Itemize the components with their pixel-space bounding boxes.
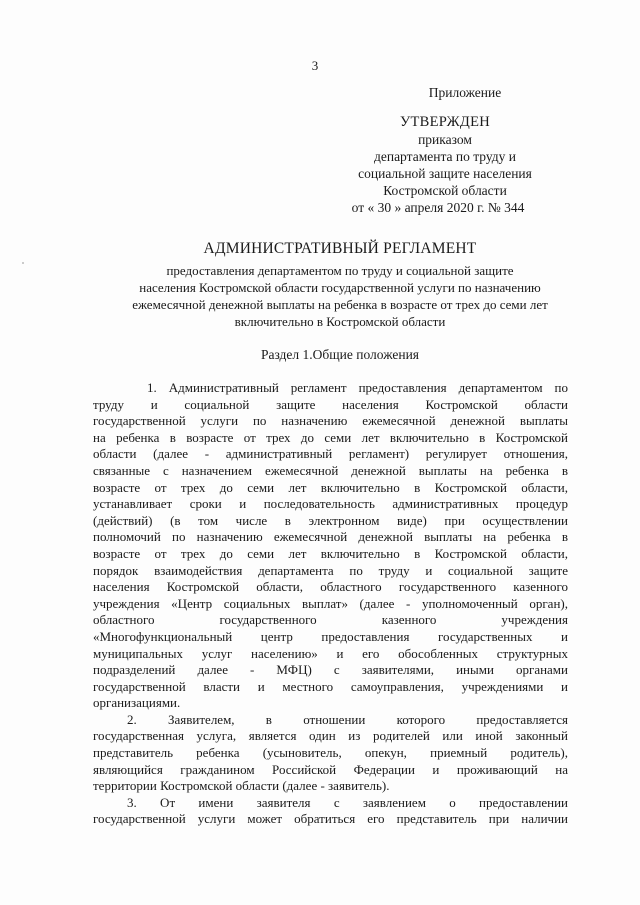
document-subtitle-line: предоставления департаментом по труду и социальной защите (166, 263, 514, 278)
body-line: устанавливает сроки и последовательность административных процедур (93, 496, 568, 512)
body-line: 3. От имени заявителя с заявлением о предоставлении (127, 794, 568, 810)
body-line: территории Костромской области (далее - заявитель). (93, 778, 390, 794)
body-line: на ребенка в возрасте от трех до семи лет включительно в Костромской (93, 429, 568, 445)
approval-block (345, 84, 545, 216)
body-line: возрасте от трех до семи лет включительно в Костромской области, (93, 479, 568, 495)
body-line: полномочий по назначению ежемесячной денежной выплаты на ребенка в (93, 529, 568, 545)
annex-label: Приложение (428, 85, 502, 100)
order-date-number: от « 30 » апреля 2020 г. № 344 (351, 200, 525, 215)
page-number: 3 (311, 58, 319, 73)
body-line: 2. Заявителем, в отношении которого предоставляется (127, 711, 568, 727)
approved-label: УТВЕРЖДЕН (399, 114, 491, 130)
scan-speck (22, 262, 24, 264)
body-line: государственной услуги по назначению ежемесячной денежной выплаты (93, 413, 568, 429)
body-line: (действий) (в том числе в электронном виде) при осуществлении (93, 512, 568, 528)
body-line: труду и социальной защите населения Костромской области (93, 396, 568, 412)
body-line: представитель ребенка (усыновитель, опекун, приемный родитель), (93, 745, 568, 761)
body-line: связанные с назначением ежемесячной денежной выплаты на ребенка в (93, 462, 568, 478)
body-line: областного государственного казенного учреждения (93, 612, 568, 628)
approval-line: приказом (418, 132, 472, 147)
approval-line: департамента по труду и (373, 149, 516, 164)
body-line: «Многофункциональный центр предоставления государственных и (93, 628, 568, 644)
body-line: являющийся гражданином Российской Федерации и проживающий на (93, 761, 568, 777)
body-line: государственной власти и местного самоуправления, учреждениями и (93, 678, 568, 694)
body-line: населения Костромской области, областного государственного казенного (93, 579, 568, 595)
body-text (93, 380, 568, 828)
body-line: муниципальных услуг населению» и его обособленных структурных (93, 645, 568, 661)
body-line: возрасте от трех до семи лет включительно в Костромской области, (93, 545, 568, 561)
document-title: АДМИНИСТРАТИВНЫЙ РЕГЛАМЕНТ (203, 240, 477, 257)
body-line: подразделений далее - МФЦ) с заявителями, иными органами (93, 662, 568, 678)
document-subtitle-line: населения Костромской области государственной услуги по назначению (139, 280, 541, 295)
body-line: области (далее - административный регламент) регулирует отношения, (93, 446, 568, 462)
body-line: государственной услуги может обратиться его представитель при наличии (93, 811, 568, 827)
approval-line: Костромской области (383, 183, 507, 198)
body-line: государственная услуга, является один из родителей или иной законный (93, 728, 568, 744)
body-line: порядок взаимодействия департамента по труду и социальной защите (93, 562, 568, 578)
document-subtitle-line: включительно в Костромской области (234, 314, 446, 329)
document-subtitle-line: ежемесячной денежной выплаты на ребенка в возрасте от трех до семи лет (132, 297, 548, 312)
approval-line: социальной защите населения (358, 166, 532, 181)
body-line: учреждения «Центр социальных выплат» (далее - уполномоченный орган), (93, 595, 568, 611)
body-line: организациями. (93, 695, 181, 711)
section-title: Раздел 1.Общие положения (260, 347, 420, 362)
body-line: 1. Административный регламент предоставления департаментом по (147, 380, 568, 395)
document-title-block (90, 240, 590, 330)
